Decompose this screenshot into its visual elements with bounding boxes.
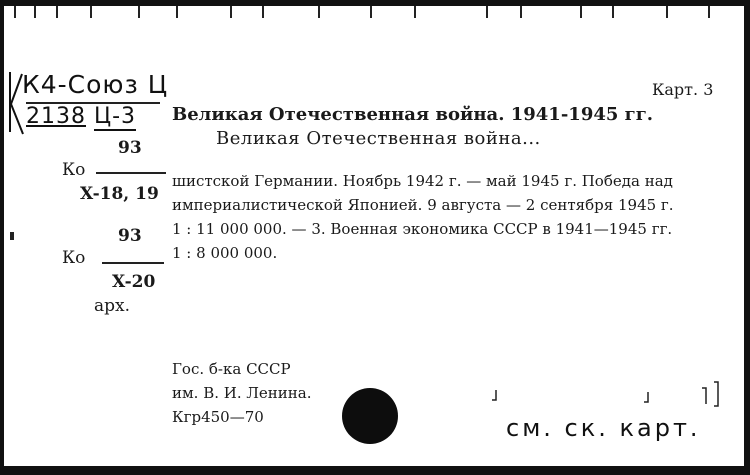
speck-marks	[488, 380, 728, 410]
sheet-label: Карт. 3	[652, 80, 714, 99]
description-line-4: 1 : 8 000 000.	[172, 244, 278, 262]
shelfmark-2-rule	[102, 262, 164, 264]
shelfmark-1-rule	[96, 172, 166, 174]
call-number-series: 4-Союз	[40, 70, 139, 99]
library-line-1: Гос. б-ка СССР	[172, 360, 291, 378]
title-main: Великая Отечественная война. 1941-1945 гг.	[172, 104, 653, 125]
scan-edge-right	[744, 0, 750, 475]
library-line-3: Кгр450—70	[172, 408, 264, 426]
shelfmark-1-number: 93	[118, 138, 142, 158]
call-number-prefix: К	[22, 70, 41, 99]
archive-label: арх.	[94, 296, 131, 316]
handwritten-note: см. ск. карт.	[506, 414, 701, 442]
call-number-suffix: Ц	[147, 70, 169, 99]
shelfmark-2-number: 93	[118, 226, 142, 246]
library-line-2: им. В. И. Ленина.	[172, 384, 312, 402]
shelfmark-2-prefix: Ко	[62, 248, 86, 268]
punch-hole	[342, 388, 398, 444]
call-number-part: Ц-3	[94, 104, 137, 129]
shelfmark-1-code: X-18, 19	[80, 184, 159, 204]
description-line-3: 1 : 11 000 000. — 3. Военная экономика СССР в 1941—1945 гг.	[172, 220, 673, 238]
call-number-line1	[22, 70, 168, 99]
description-line-1: шистской Германии. Ноябрь 1942 г. — май 1945 г. Победа над	[172, 172, 673, 190]
description-line-2: империалистической Японией. 9 августа — 2 сентября 1945 г.	[172, 196, 674, 214]
scan-edge-left	[0, 0, 4, 475]
call-number-number: 2138	[26, 104, 86, 129]
margin-mark	[10, 232, 14, 240]
shelfmark-2-code: X-20	[112, 272, 156, 292]
call-number-line2	[26, 104, 136, 129]
scan-edge-bottom	[0, 466, 750, 475]
title-repeat: Великая Отечественная война...	[216, 128, 541, 149]
scan-edge-ticks	[0, 6, 750, 20]
shelfmark-1-prefix: Ко	[62, 160, 86, 180]
